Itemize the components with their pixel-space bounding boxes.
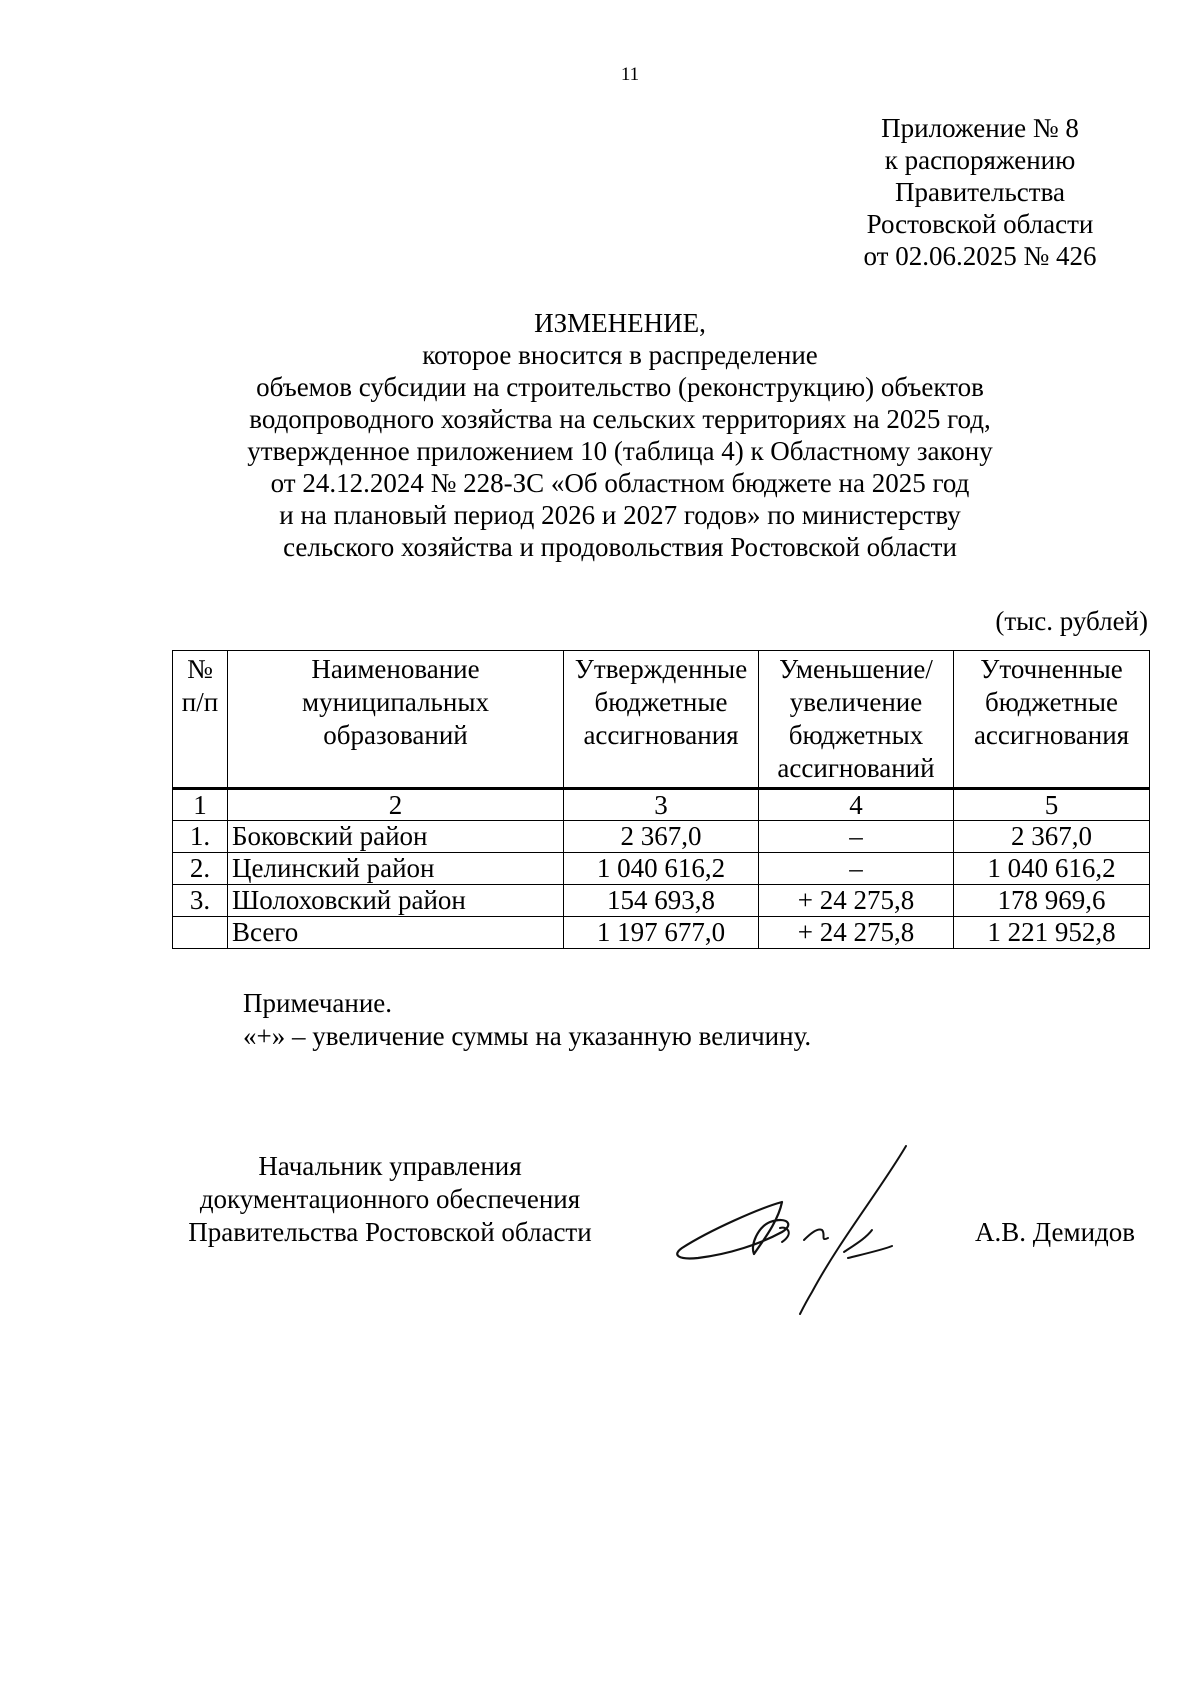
row-number: 3. — [173, 885, 228, 917]
column-numbers-row — [173, 789, 1150, 821]
appendix-line: к распоряжению — [884, 145, 1076, 175]
title-line: водопроводного хозяйства на сельских территориях на 2025 год, — [249, 404, 991, 434]
table-total-row — [173, 917, 1150, 949]
row-refined: 1 040 616,2 — [954, 853, 1150, 885]
row-number: 1. — [173, 821, 228, 853]
row-municipality: Шолоховский район — [228, 885, 564, 917]
header-approved: Утвержденные бюджетные ассигнования — [564, 651, 759, 789]
title-line: которое вносится в распределение — [422, 340, 818, 370]
title-line: от 24.12.2024 № 228-ЗС «Об областном бюджете на 2025 год — [270, 468, 970, 498]
column-number: 4 — [759, 789, 954, 821]
row-change: + 24 275,8 — [759, 885, 954, 917]
total-label: Всего — [228, 917, 564, 949]
note-text: «+» – увеличение суммы на указанную величину. — [243, 1021, 812, 1051]
row-municipality: Целинский район — [228, 853, 564, 885]
document-title — [170, 307, 1070, 563]
appendix-line: от 02.06.2025 № 426 — [863, 241, 1097, 271]
table-row — [173, 885, 1150, 917]
handwritten-signature — [670, 1130, 970, 1320]
budget-table — [172, 650, 1150, 949]
units-label: (тыс. рублей) — [995, 606, 1148, 636]
appendix-line: Ростовской области — [866, 209, 1094, 239]
header-refined: Уточненные бюджетные ассигнования — [954, 651, 1150, 789]
column-number: 3 — [564, 789, 759, 821]
total-refined: 1 221 952,8 — [954, 917, 1150, 949]
row-change: – — [759, 821, 954, 853]
row-approved: 2 367,0 — [564, 821, 759, 853]
signer-name: А.В. Демидов — [975, 1217, 1136, 1247]
title-heading: ИЗМЕНЕНИЕ, — [534, 308, 706, 338]
column-number: 5 — [954, 789, 1150, 821]
table-row — [173, 821, 1150, 853]
table-header-row — [173, 651, 1150, 789]
column-number: 2 — [228, 789, 564, 821]
signer-line: Правительства Ростовской области — [188, 1217, 592, 1247]
column-number: 1 — [173, 789, 228, 821]
total-approved: 1 197 677,0 — [564, 917, 759, 949]
row-municipality: Боковский район — [228, 821, 564, 853]
title-line: сельского хозяйства и продовольствия Ростовской области — [283, 532, 957, 562]
title-line: и на плановый период 2026 и 2027 годов» по министерству — [279, 500, 961, 530]
row-approved: 154 693,8 — [564, 885, 759, 917]
header-municipality: Наименование муниципальных образований — [228, 651, 564, 789]
signer-position — [170, 1150, 610, 1249]
total-change: + 24 275,8 — [759, 917, 954, 949]
page-number: 11 — [620, 64, 640, 85]
title-line: объемов субсидии на строительство (реконструкцию) объектов — [256, 372, 984, 402]
appendix-line: Правительства — [895, 177, 1065, 207]
row-number: 2. — [173, 853, 228, 885]
header-number: № п/п — [173, 651, 228, 789]
appendix-line: Приложение № 8 — [881, 113, 1079, 143]
row-refined: 178 969,6 — [954, 885, 1150, 917]
signer-line: Начальник управления — [258, 1151, 522, 1181]
signer-line: документационного обеспечения — [199, 1184, 581, 1214]
note-block — [243, 987, 811, 1053]
header-change: Уменьшение/ увеличение бюджетных ассигнований — [759, 651, 954, 789]
row-refined: 2 367,0 — [954, 821, 1150, 853]
appendix-block — [840, 112, 1120, 272]
row-approved: 1 040 616,2 — [564, 853, 759, 885]
table-row — [173, 853, 1150, 885]
row-change: – — [759, 853, 954, 885]
total-number — [173, 917, 228, 949]
note-label: Примечание. — [243, 988, 393, 1018]
title-line: утвержденное приложением 10 (таблица 4) к Областному закону — [247, 436, 993, 466]
